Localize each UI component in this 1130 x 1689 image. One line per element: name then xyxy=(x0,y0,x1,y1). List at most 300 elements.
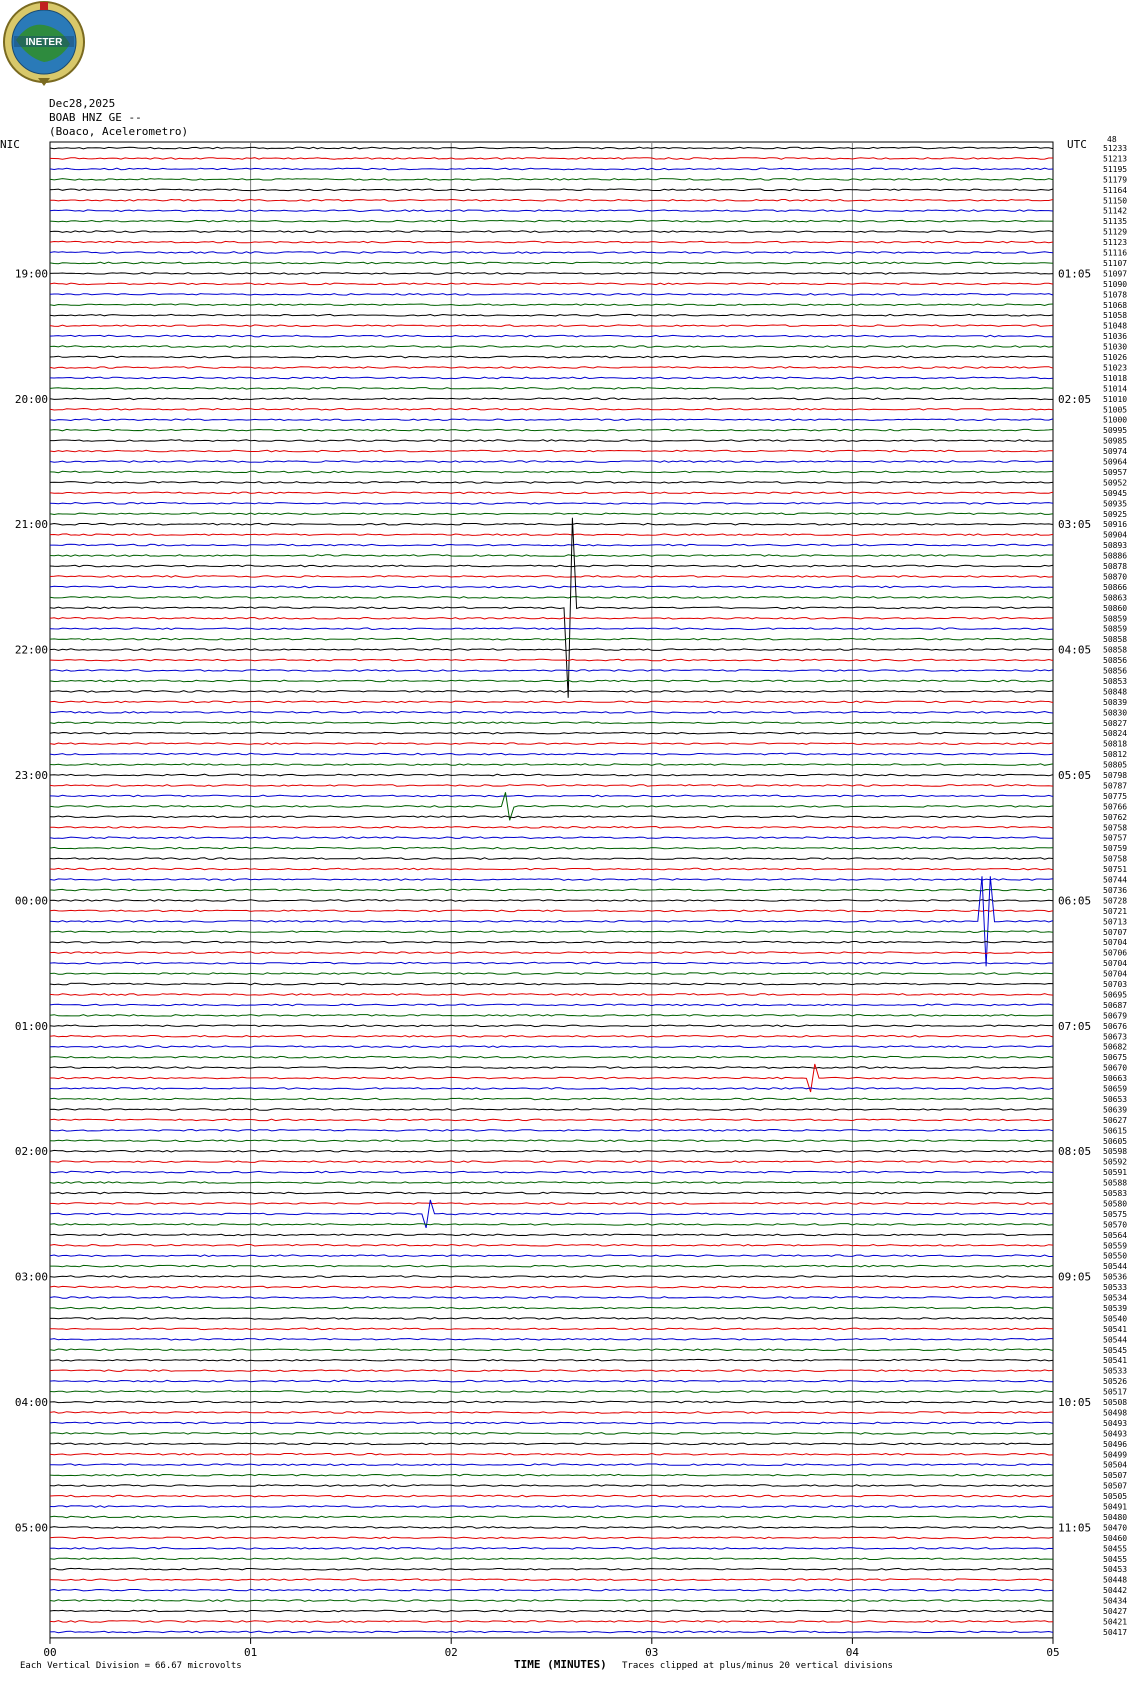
trace-line xyxy=(50,628,1053,630)
trace-line xyxy=(50,147,1053,149)
trace-line xyxy=(50,973,1053,975)
trace-line xyxy=(50,273,1053,275)
trace-line xyxy=(50,1391,1053,1393)
trace-line xyxy=(50,858,1053,860)
trace-value-label: 50559 xyxy=(1103,1241,1128,1251)
trace-value-label: 50744 xyxy=(1103,875,1128,885)
trace-line xyxy=(50,503,1053,505)
trace-line xyxy=(50,419,1053,421)
trace-line xyxy=(50,847,1053,849)
trace-value-label: 50758 xyxy=(1103,823,1128,833)
right-time-label: 04:05 xyxy=(1058,643,1092,657)
trace-line xyxy=(50,1161,1053,1163)
trace-value-label: 50663 xyxy=(1103,1074,1128,1084)
trace-line xyxy=(50,189,1053,191)
trace-line xyxy=(50,1600,1053,1602)
trace-value-label: 50870 xyxy=(1103,572,1128,582)
x-tick-label: 01 xyxy=(243,1645,258,1659)
trace-line xyxy=(50,1433,1053,1435)
trace-value-label: 50592 xyxy=(1103,1157,1128,1167)
trace-line xyxy=(50,691,1053,693)
trace-line xyxy=(50,764,1053,766)
trace-line xyxy=(50,1046,1053,1048)
right-axis-title: UTC xyxy=(1067,138,1087,151)
trace-value-label: 50762 xyxy=(1103,812,1128,822)
trace-line xyxy=(50,743,1053,745)
trace-value-label: 51078 xyxy=(1103,290,1128,300)
trace-line xyxy=(50,1203,1053,1205)
trace-value-label: 51005 xyxy=(1103,405,1128,415)
trace-value-label: 50985 xyxy=(1103,436,1128,446)
trace-value-label: 50893 xyxy=(1103,541,1128,551)
trace-value-label: 50682 xyxy=(1103,1042,1128,1052)
right-time-label: 08:05 xyxy=(1058,1145,1092,1159)
trace-line xyxy=(50,210,1053,212)
trace-value-label: 50575 xyxy=(1103,1209,1128,1219)
left-time-label: 23:00 xyxy=(14,769,48,782)
trace-value-label: 50499 xyxy=(1103,1450,1128,1460)
trace-line xyxy=(50,409,1053,411)
trace-line xyxy=(50,461,1053,463)
trace-value-label: 51030 xyxy=(1103,342,1128,352)
x-tick-label: 04 xyxy=(845,1645,860,1659)
trace-line xyxy=(50,1349,1053,1351)
trace-value-label: 50605 xyxy=(1103,1136,1128,1146)
trace-line xyxy=(50,753,1053,755)
trace-value-label: 51014 xyxy=(1103,384,1128,394)
trace-value-label: 50759 xyxy=(1103,844,1128,854)
trace-value-label: 50507 xyxy=(1103,1481,1128,1491)
trace-line xyxy=(50,941,1053,943)
trace-value-label: 51018 xyxy=(1103,373,1128,383)
trace-value-label: 50470 xyxy=(1103,1523,1128,1533)
trace-line xyxy=(50,1568,1053,1570)
trace-line xyxy=(50,555,1053,557)
trace-line xyxy=(50,1422,1053,1424)
trace-line xyxy=(50,252,1053,254)
trace-line xyxy=(50,586,1053,588)
trace-value-label: 50534 xyxy=(1103,1293,1128,1303)
trace-line xyxy=(50,1067,1053,1069)
trace-value-label: 50787 xyxy=(1103,781,1128,791)
trace-line xyxy=(50,1056,1053,1058)
station-label: BOAB HNZ GE -- xyxy=(49,111,142,124)
trace-value-label: 50856 xyxy=(1103,656,1128,666)
trace-line xyxy=(50,231,1053,233)
trace-value-label: 50858 xyxy=(1103,645,1128,655)
right-time-label: 01:05 xyxy=(1058,267,1092,281)
trace-value-label: 50670 xyxy=(1103,1063,1128,1073)
trace-value-label: 50498 xyxy=(1103,1408,1128,1418)
trace-value-label: 50533 xyxy=(1103,1366,1128,1376)
trace-value-label: 50455 xyxy=(1103,1544,1128,1554)
trace-value-label: 50627 xyxy=(1103,1115,1128,1125)
trace-value-label: 50713 xyxy=(1103,917,1128,927)
trace-value-label: 50957 xyxy=(1103,467,1128,477)
right-time-label: 02:05 xyxy=(1058,392,1092,406)
trace-line xyxy=(50,241,1053,243)
trace-value-label: 50545 xyxy=(1103,1345,1128,1355)
left-time-label: 03:00 xyxy=(14,1270,48,1284)
trace-value-label: 50653 xyxy=(1103,1094,1128,1104)
trace-value-label: 50504 xyxy=(1103,1460,1128,1470)
left-time-label: 00:00 xyxy=(14,894,48,908)
trace-line xyxy=(50,889,1053,891)
trace-value-label: 50455 xyxy=(1103,1554,1128,1564)
trace-value-label: 51048 xyxy=(1103,321,1128,331)
trace-line xyxy=(50,1286,1053,1288)
trace-value-label: 50541 xyxy=(1103,1324,1128,1334)
trace-value-label: 51010 xyxy=(1103,394,1128,404)
trace-line xyxy=(50,294,1053,296)
trace-line xyxy=(50,1443,1053,1445)
trace-line xyxy=(50,482,1053,484)
left-time-label: 04:00 xyxy=(14,1396,48,1409)
trace-line xyxy=(50,994,1053,996)
trace-value-label: 51116 xyxy=(1103,248,1128,258)
x-tick-label: 03 xyxy=(645,1645,659,1659)
right-time-label: 05:05 xyxy=(1058,769,1092,782)
right-time-label: 03:05 xyxy=(1058,518,1092,532)
trace-value-label: 50493 xyxy=(1103,1429,1128,1439)
trace-value-label: 50480 xyxy=(1103,1512,1128,1522)
trace-line xyxy=(50,670,1053,672)
trace-value-label: 50505 xyxy=(1103,1492,1128,1502)
trace-value-label: 50707 xyxy=(1103,927,1128,937)
trace-line xyxy=(50,1036,1053,1038)
trace-value-label: 50588 xyxy=(1103,1178,1128,1188)
trace-line xyxy=(50,168,1053,170)
trace-line xyxy=(50,1171,1053,1173)
trace-value-label: 50679 xyxy=(1103,1011,1128,1021)
trace-value-label: 50639 xyxy=(1103,1105,1128,1115)
trace-value-label: 50421 xyxy=(1103,1617,1128,1627)
trace-value-label: 50517 xyxy=(1103,1387,1128,1397)
trace-value-label: 50544 xyxy=(1103,1335,1128,1345)
right-top-value: 48 xyxy=(1107,135,1117,144)
trace-line xyxy=(50,1474,1053,1476)
trace-value-label: 51129 xyxy=(1103,227,1128,237)
trace-value-label: 50695 xyxy=(1103,990,1128,1000)
trace-line xyxy=(50,732,1053,734)
trace-value-label: 50856 xyxy=(1103,666,1128,676)
trace-line xyxy=(50,1401,1053,1403)
location-label: (Boaco, Acelerometro) xyxy=(49,125,189,138)
trace-line xyxy=(50,1224,1053,1226)
trace-value-label: 50580 xyxy=(1103,1199,1128,1209)
trace-line xyxy=(50,1548,1053,1550)
trace-line xyxy=(50,868,1053,870)
trace-line xyxy=(50,1328,1053,1330)
trace-value-label: 50812 xyxy=(1103,750,1128,760)
trace-value-label: 51090 xyxy=(1103,279,1128,289)
trace-value-label: 50916 xyxy=(1103,520,1128,530)
trace-line xyxy=(50,1276,1053,1278)
trace-value-label: 50434 xyxy=(1103,1596,1128,1606)
trace-value-label: 51058 xyxy=(1103,311,1128,321)
trace-value-label: 51150 xyxy=(1103,196,1128,206)
trace-value-label: 50703 xyxy=(1103,980,1128,989)
trace-line xyxy=(50,471,1053,473)
trace-value-label: 50550 xyxy=(1103,1251,1128,1261)
trace-line xyxy=(50,314,1053,316)
left-time-label: 22:00 xyxy=(14,643,48,657)
trace-line xyxy=(50,513,1053,515)
trace-value-label: 50673 xyxy=(1103,1032,1128,1042)
x-tick-label: 02 xyxy=(444,1645,458,1659)
trace-value-label: 50448 xyxy=(1103,1575,1128,1585)
trace-line xyxy=(50,1506,1053,1508)
left-time-label: 05:00 xyxy=(14,1521,48,1535)
trace-line xyxy=(50,837,1053,839)
right-time-label: 07:05 xyxy=(1058,1019,1092,1033)
trace-line xyxy=(50,1485,1053,1487)
trace-line xyxy=(50,1234,1053,1236)
trace-line xyxy=(50,1516,1053,1518)
trace-line xyxy=(50,325,1053,327)
trace-line xyxy=(50,952,1053,954)
trace-line xyxy=(50,335,1053,337)
trace-value-label: 50904 xyxy=(1103,530,1128,540)
trace-value-label: 50830 xyxy=(1103,708,1128,718)
trace-value-label: 50704 xyxy=(1103,959,1128,969)
traces xyxy=(50,147,1053,1633)
trace-value-label: 50615 xyxy=(1103,1126,1128,1136)
trace-line xyxy=(50,1088,1053,1090)
left-time-label: 02:00 xyxy=(14,1145,48,1159)
labels xyxy=(0,135,1127,1671)
right-time-label: 06:05 xyxy=(1058,894,1092,908)
trace-line xyxy=(50,1119,1053,1121)
trace-value-label: 50848 xyxy=(1103,687,1128,697)
trace-value-label: 50704 xyxy=(1103,938,1128,948)
trace-line xyxy=(50,1307,1053,1309)
trace-value-label: 50964 xyxy=(1103,457,1128,467)
trace-value-label: 50721 xyxy=(1103,906,1128,916)
trace-value-label: 50706 xyxy=(1103,948,1128,958)
trace-value-label: 50508 xyxy=(1103,1398,1128,1407)
trace-line xyxy=(50,1297,1053,1299)
trace-line xyxy=(50,1192,1053,1194)
trace-value-label: 50427 xyxy=(1103,1607,1128,1616)
trace-value-label: 50757 xyxy=(1103,833,1128,843)
trace-line xyxy=(50,827,1053,829)
trace-value-label: 50827 xyxy=(1103,718,1128,728)
left-axis-title: NIC xyxy=(0,138,20,151)
trace-value-label: 50536 xyxy=(1103,1272,1128,1282)
trace-value-label: 50798 xyxy=(1103,771,1128,780)
trace-line xyxy=(50,1255,1053,1257)
trace-value-label: 50805 xyxy=(1103,760,1128,770)
trace-line xyxy=(50,200,1053,202)
trace-value-label: 50442 xyxy=(1103,1586,1128,1596)
trace-value-label: 51097 xyxy=(1103,269,1128,279)
trace-line xyxy=(50,1589,1053,1591)
trace-line xyxy=(50,450,1053,452)
trace-value-label: 50687 xyxy=(1103,1000,1128,1010)
x-axis-title: TIME (MINUTES) xyxy=(514,1657,607,1671)
trace-value-label: 50859 xyxy=(1103,614,1128,624)
trace-line xyxy=(50,1558,1053,1560)
trace-value-label: 50758 xyxy=(1103,854,1128,864)
trace-value-label: 50886 xyxy=(1103,551,1128,561)
left-time-label: 20:00 xyxy=(14,392,48,406)
trace-line xyxy=(50,649,1053,651)
trace-line xyxy=(50,565,1053,567)
footer-clip-note: Traces clipped at plus/minus 20 vertical divisions xyxy=(622,1660,893,1671)
trace-value-label: 51233 xyxy=(1103,144,1128,153)
trace-line xyxy=(50,1631,1053,1633)
trace-line xyxy=(50,1537,1053,1539)
logo-text: INETER xyxy=(25,37,63,48)
trace-line xyxy=(50,962,1053,964)
trace-value-label: 50860 xyxy=(1103,603,1128,613)
footer-microvolts: 66.67 microvolts xyxy=(155,1660,242,1671)
trace-value-label: 51068 xyxy=(1103,300,1128,310)
trace-line xyxy=(50,262,1053,264)
trace-line xyxy=(50,879,1053,881)
trace-line xyxy=(50,346,1053,348)
trace-value-label: 50496 xyxy=(1103,1439,1128,1449)
trace-line xyxy=(50,774,1053,776)
trace-line xyxy=(50,1098,1053,1100)
trace-line xyxy=(50,179,1053,181)
right-time-label: 10:05 xyxy=(1058,1396,1092,1409)
trace-line xyxy=(50,1527,1053,1529)
trace-line xyxy=(50,1380,1053,1382)
trace-line xyxy=(50,1339,1053,1341)
trace-value-label: 50564 xyxy=(1103,1230,1128,1240)
trace-value-label: 51142 xyxy=(1103,206,1128,216)
trace-value-label: 50853 xyxy=(1103,676,1128,686)
trace-value-label: 50598 xyxy=(1103,1147,1128,1157)
left-time-label: 19:00 xyxy=(14,267,48,281)
trace-line xyxy=(50,367,1053,369)
trace-value-label: 51000 xyxy=(1103,415,1128,425)
date-label: Dec28,2025 xyxy=(49,97,116,110)
trace-value-label: 50859 xyxy=(1103,624,1128,634)
trace-value-label: 50866 xyxy=(1103,582,1128,592)
trace-value-label: 50526 xyxy=(1103,1377,1128,1387)
trace-value-label: 50659 xyxy=(1103,1084,1128,1094)
trace-value-label: 51213 xyxy=(1103,154,1128,164)
trace-line xyxy=(50,1015,1053,1017)
trace-line xyxy=(50,795,1053,797)
trace-value-label: 50728 xyxy=(1103,896,1128,906)
trace-value-label: 51135 xyxy=(1103,217,1128,227)
trace-value-label: 50704 xyxy=(1103,969,1128,979)
trace-value-label: 51195 xyxy=(1103,164,1128,174)
trace-value-label: 50974 xyxy=(1103,447,1128,457)
trace-line xyxy=(50,1495,1053,1497)
right-time-label: 09:05 xyxy=(1058,1270,1092,1284)
trace-value-label: 50675 xyxy=(1103,1053,1128,1063)
x-tick-label: 05 xyxy=(1046,1645,1060,1659)
trace-line xyxy=(50,398,1053,400)
left-time-label: 21:00 xyxy=(14,518,48,532)
trace-value-label: 51164 xyxy=(1103,185,1128,195)
trace-line xyxy=(50,1370,1053,1372)
trace-value-label: 50540 xyxy=(1103,1314,1128,1324)
trace-value-label: 50751 xyxy=(1103,865,1128,875)
trace-line xyxy=(50,910,1053,912)
trace-value-label: 50878 xyxy=(1103,562,1128,571)
trace-value-label: 51107 xyxy=(1103,258,1128,268)
x-tick-label: 00 xyxy=(43,1645,57,1659)
trace-line xyxy=(50,304,1053,306)
trace-line xyxy=(50,680,1053,682)
trace-line xyxy=(50,440,1053,442)
trace-line xyxy=(50,722,1053,724)
trace-value-label: 50507 xyxy=(1103,1471,1128,1481)
trace-line xyxy=(50,1140,1053,1142)
trace-line xyxy=(50,785,1053,787)
trace-value-label: 51123 xyxy=(1103,238,1128,248)
trace-line xyxy=(50,492,1053,494)
trace-line xyxy=(50,220,1053,222)
trace-value-label: 50544 xyxy=(1103,1262,1128,1272)
trace-value-label: 50858 xyxy=(1103,635,1128,645)
trace-line xyxy=(50,618,1053,620)
trace-line xyxy=(50,597,1053,599)
trace-line xyxy=(50,1245,1053,1247)
trace-value-label: 50935 xyxy=(1103,499,1128,509)
trace-value-label: 50570 xyxy=(1103,1220,1128,1230)
trace-line xyxy=(50,283,1053,285)
trace-line xyxy=(50,1004,1053,1006)
trace-line xyxy=(50,638,1053,640)
trace-line xyxy=(50,1621,1053,1623)
trace-line xyxy=(50,1579,1053,1581)
right-time-label: 11:05 xyxy=(1058,1521,1092,1535)
trace-line xyxy=(50,659,1053,661)
trace-line xyxy=(50,534,1053,536)
trace-line xyxy=(50,523,1053,525)
trace-value-label: 51026 xyxy=(1103,353,1128,362)
left-time-label: 01:00 xyxy=(14,1019,48,1033)
trace-value-label: 50818 xyxy=(1103,739,1128,749)
trace-value-label: 50541 xyxy=(1103,1356,1128,1366)
trace-line xyxy=(50,544,1053,546)
trace-line xyxy=(50,1454,1053,1456)
trace-value-label: 50591 xyxy=(1103,1168,1128,1178)
trace-line xyxy=(50,1265,1053,1267)
trace-value-label: 50417 xyxy=(1103,1627,1128,1637)
trace-line xyxy=(50,816,1053,818)
trace-line xyxy=(50,931,1053,933)
trace-value-label: 50925 xyxy=(1103,509,1128,519)
trace-value-label: 50952 xyxy=(1103,478,1128,488)
trace-line xyxy=(50,1610,1053,1612)
trace-value-label: 50539 xyxy=(1103,1303,1128,1313)
trace-value-label: 50533 xyxy=(1103,1283,1128,1293)
trace-value-label: 51179 xyxy=(1103,175,1128,185)
trace-line xyxy=(50,1130,1053,1132)
trace-line xyxy=(50,712,1053,714)
trace-line xyxy=(50,983,1053,985)
trace-line xyxy=(50,1150,1053,1152)
trace-line xyxy=(50,429,1053,431)
trace-value-label: 51036 xyxy=(1103,332,1128,342)
trace-value-label: 50583 xyxy=(1103,1189,1128,1198)
trace-line xyxy=(50,1318,1053,1320)
trace-line xyxy=(50,1109,1053,1111)
trace-value-label: 50775 xyxy=(1103,791,1128,801)
trace-line xyxy=(50,701,1053,703)
trace-line xyxy=(50,1464,1053,1466)
trace-value-label: 50493 xyxy=(1103,1418,1128,1428)
trace-value-label: 50460 xyxy=(1103,1533,1128,1543)
